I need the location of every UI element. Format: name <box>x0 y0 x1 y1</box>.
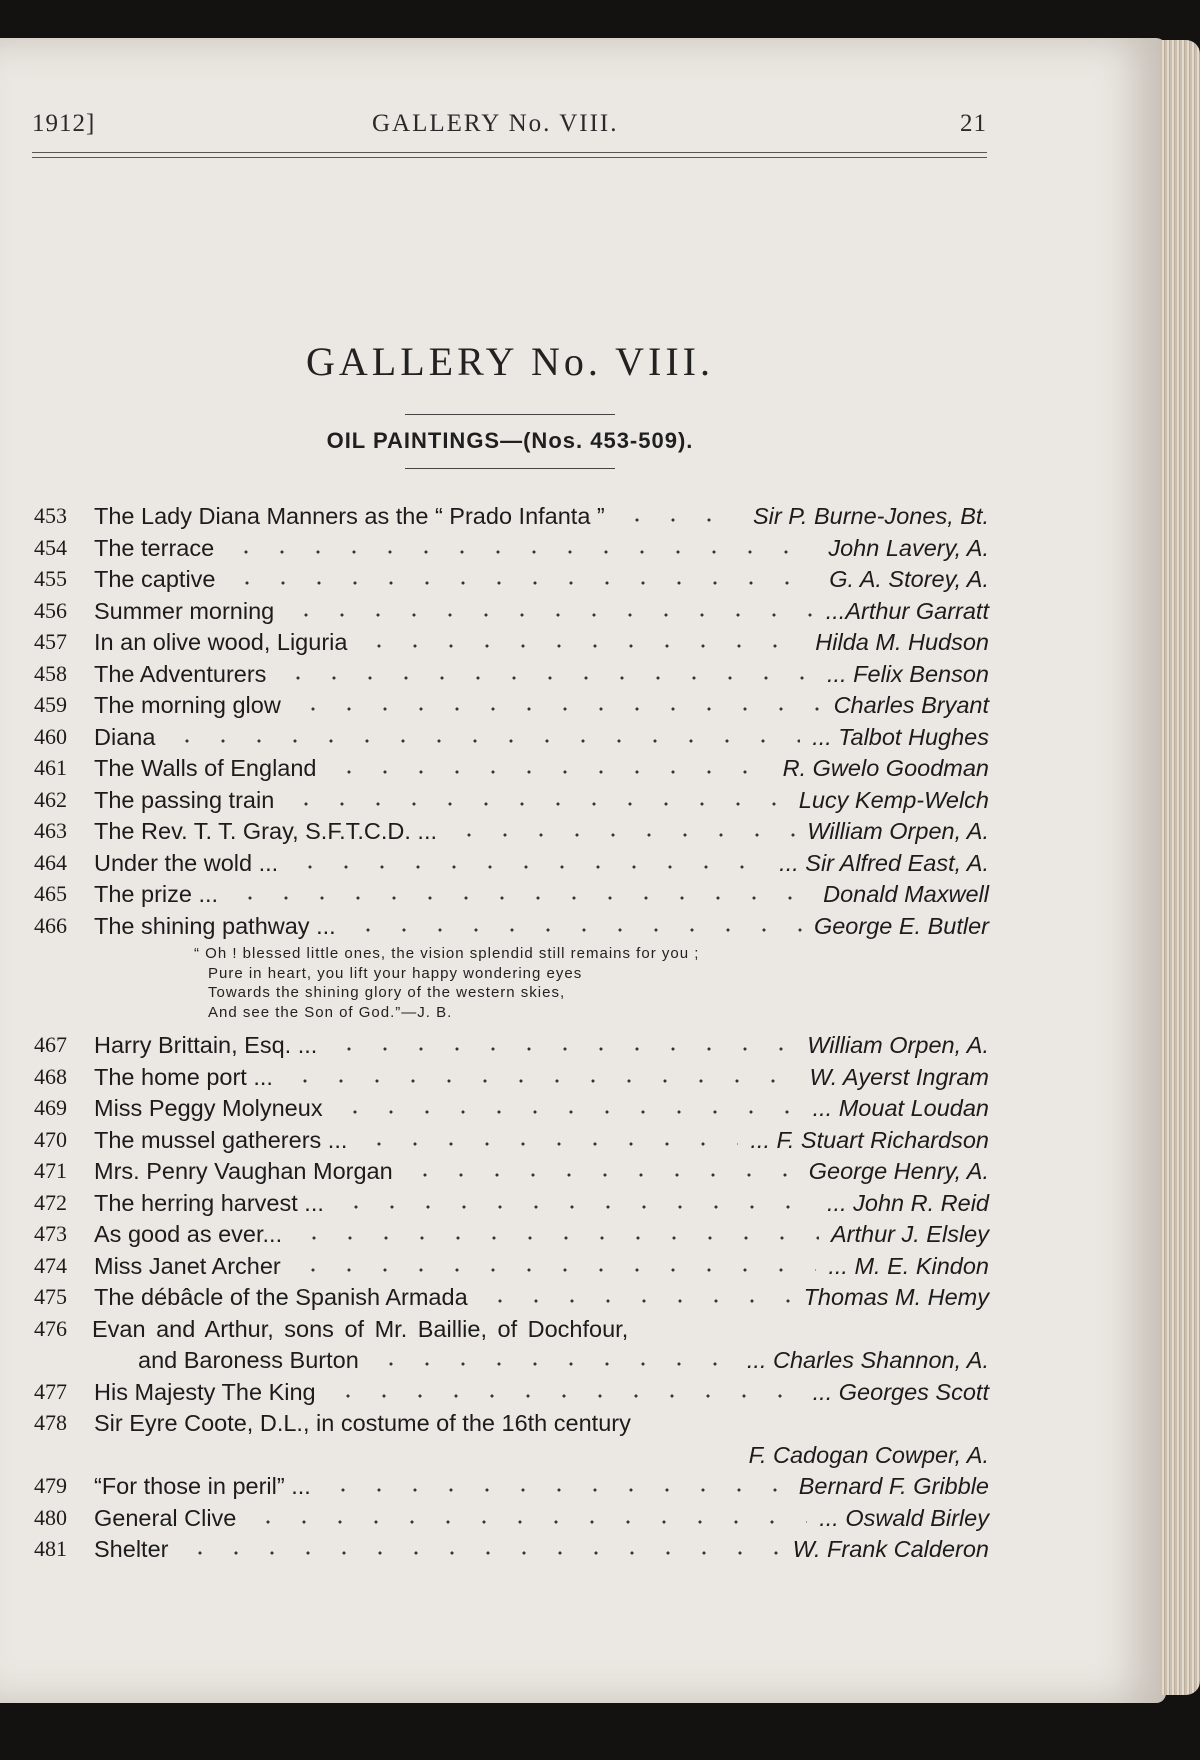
entry-title: Miss Peggy Molyneux <box>94 1095 323 1121</box>
catalogue-entry <box>34 1032 989 1064</box>
entry-number: 464 <box>34 849 67 875</box>
entry-number: 481 <box>34 1536 67 1561</box>
dot-leader <box>287 1072 797 1086</box>
entry-title: The morning glow <box>94 692 281 718</box>
catalogue-entry <box>34 535 989 567</box>
entry-number: 467 <box>34 1032 67 1057</box>
dot-leader <box>295 1261 816 1275</box>
entry-number: 458 <box>34 660 67 686</box>
entry-number: 457 <box>34 629 67 654</box>
section-subtitle: OIL PAINTINGS—(Nos. 453-509). <box>326 428 694 453</box>
entry-artist: F. Cadogan Cowper, A. <box>748 1441 989 1468</box>
entry-artist: George Henry, A. <box>808 1158 989 1184</box>
dot-leader <box>228 543 816 557</box>
entry-number: 469 <box>34 1095 67 1120</box>
entry-number: 456 <box>34 597 67 623</box>
entry-title: The terrace <box>94 534 215 561</box>
verse-line: And see the Son of God.”—J. B. <box>208 1003 453 1021</box>
dot-leader <box>325 1481 787 1495</box>
divider <box>405 468 615 469</box>
entry-title: General Clive <box>94 1504 237 1531</box>
header-rule <box>32 152 987 153</box>
entry-number: 453 <box>34 503 67 528</box>
entry-artist: ... M. E. Kindon <box>828 1252 989 1279</box>
entry-artist: Donald Maxwell <box>823 881 989 907</box>
catalogue-entry <box>34 1253 989 1285</box>
dot-leader <box>619 511 741 525</box>
dot-leader <box>331 1040 795 1054</box>
dot-leader <box>232 889 811 903</box>
entry-title: Harry Brittain, Esq. ... <box>94 1032 318 1058</box>
header-rule <box>32 157 987 158</box>
dot-leader <box>330 1387 801 1401</box>
catalogue-entry <box>34 503 989 535</box>
catalogue-entry <box>34 566 989 598</box>
entry-artist: Charles Bryant <box>833 692 989 718</box>
catalogue-entry <box>34 1064 989 1096</box>
entry-artist: G. A. Storey, A. <box>829 566 989 592</box>
catalogue-entry <box>34 1505 989 1537</box>
entry-title: The captive <box>94 566 216 592</box>
catalogue-entry <box>34 1473 989 1505</box>
entry-title: The shining pathway ... <box>94 912 336 939</box>
entry-title: The mussel gatherers ... <box>94 1126 348 1153</box>
catalogue-entry <box>34 1190 989 1222</box>
entry-artist: ...Arthur Garratt <box>825 597 989 624</box>
entry-title: Sir Eyre Coote, D.L., in costume of the 16th century <box>94 1410 631 1436</box>
entry-title: The Rev. T. T. Gray, S.F.T.C.D. ... <box>94 818 438 844</box>
entry-number: 480 <box>34 1504 67 1530</box>
entry-title: Shelter <box>94 1536 169 1562</box>
entry-title: As good as ever... <box>94 1221 283 1247</box>
dot-leader <box>338 1198 815 1212</box>
entry-artist: ... Mouat Loudan <box>812 1095 989 1121</box>
entry-number: 455 <box>34 566 67 591</box>
entry-number: 466 <box>34 912 67 938</box>
catalogue-entry <box>34 1536 989 1568</box>
dot-leader <box>182 1544 781 1558</box>
dot-leader <box>250 1513 807 1527</box>
entry-artist: ... Felix Benson <box>827 660 989 687</box>
page-number: 21 <box>960 110 987 137</box>
entry-number: 473 <box>34 1221 67 1246</box>
page-title: GALLERY No. VIII. <box>306 339 714 384</box>
dot-leader <box>295 700 822 714</box>
catalogue-entry <box>34 1127 989 1159</box>
entry-artist: W. Frank Calderon <box>792 1536 989 1562</box>
entry-number: 468 <box>34 1063 67 1089</box>
entry-artist: Arthur J. Elsley <box>830 1221 989 1247</box>
dot-leader <box>361 1135 738 1149</box>
dot-leader <box>169 732 800 746</box>
catalogue-entry-continued <box>34 1347 989 1379</box>
verse-line: “ Oh ! blessed little ones, the vision splendid still remains for you ; <box>194 945 700 962</box>
entry-artist: Hilda M. Hudson <box>815 629 989 655</box>
catalogue-entry <box>34 1158 989 1190</box>
entry-artist: Bernard F. Gribble <box>798 1473 989 1499</box>
entry-artist: George E. Butler <box>813 912 989 939</box>
entry-artist: W. Ayerst Ingram <box>809 1063 989 1090</box>
entry-title: The passing train <box>94 786 275 813</box>
entry-artist: ... Oswald Birley <box>819 1504 989 1531</box>
entry-number: 463 <box>34 818 67 843</box>
dot-leader <box>361 637 803 651</box>
entry-title: Miss Janet Archer <box>94 1252 281 1279</box>
entry-number: 475 <box>34 1284 67 1309</box>
dot-leader <box>337 1103 801 1117</box>
entry-number: 470 <box>34 1126 67 1152</box>
entry-artist: William Orpen, A. <box>807 818 989 844</box>
catalogue-entry-continued <box>34 1442 989 1474</box>
dot-leader <box>296 1229 819 1243</box>
entry-number: 476 <box>34 1315 67 1341</box>
entry-artist: Thomas M. Hemy <box>803 1284 989 1310</box>
catalogue-entry <box>34 1379 989 1411</box>
catalogue-entry <box>34 692 989 724</box>
dot-leader <box>331 763 771 777</box>
dot-leader <box>407 1166 797 1180</box>
entry-number: 478 <box>34 1410 67 1435</box>
entry-artist: ... Sir Alfred East, A. <box>779 849 989 876</box>
entry-number: 472 <box>34 1189 67 1215</box>
entry-title: The home port ... <box>94 1063 273 1090</box>
catalogue-entry <box>34 1221 989 1253</box>
dot-leader <box>482 1292 792 1306</box>
dot-leader <box>451 826 795 840</box>
catalogue-entry <box>34 881 989 913</box>
entry-artist: ... F. Stuart Richardson <box>750 1126 989 1153</box>
entry-number: 461 <box>34 755 67 780</box>
catalogue-list <box>34 503 989 1568</box>
entry-title: The débâcle of the Spanish Armada <box>94 1284 468 1310</box>
entry-title: His Majesty The King <box>94 1378 316 1405</box>
catalogue-entry <box>34 1316 989 1348</box>
catalogue-entry <box>34 724 989 756</box>
catalogue-entry <box>34 661 989 693</box>
entry-title: Under the wold ... <box>94 849 279 876</box>
verse-line: Towards the shining glory of the western skies, <box>208 984 566 1001</box>
verse-line: Pure in heart, you lift your happy wondering eyes <box>208 964 583 982</box>
entry-title: Diana <box>94 723 156 750</box>
catalogue-entry <box>34 598 989 630</box>
dot-leader <box>280 669 815 683</box>
header-year: 1912] <box>32 110 96 137</box>
dot-leader <box>373 1355 735 1369</box>
catalogue-entry <box>34 1095 989 1127</box>
entry-artist: William Orpen, A. <box>807 1032 989 1058</box>
entry-artist: Lucy Kemp-Welch <box>798 786 989 813</box>
dot-leader <box>288 795 787 809</box>
entry-artist: John Lavery, A. <box>828 534 989 561</box>
verse-quote <box>194 944 989 1032</box>
entry-title: The Lady Diana Manners as the “ Prado Infanta ” <box>94 503 605 529</box>
catalogue-entry <box>34 787 989 819</box>
entry-title: The prize ... <box>94 881 219 907</box>
entry-artist: ... Charles Shannon, A. <box>746 1347 989 1373</box>
header-title: GALLERY No. VIII. <box>372 110 619 137</box>
entry-number: 459 <box>34 692 67 717</box>
entry-artist: R. Gwelo Goodman <box>782 755 989 781</box>
entry-title: The Walls of England <box>94 755 317 781</box>
catalogue-entry <box>34 755 989 787</box>
running-header <box>32 110 987 150</box>
entry-number: 460 <box>34 723 67 749</box>
catalogue-entry <box>34 913 989 945</box>
catalogue-entry <box>34 1284 989 1316</box>
catalogue-entry <box>34 850 989 882</box>
entry-number: 465 <box>34 881 67 906</box>
dot-leader <box>292 858 767 872</box>
entry-artist: ... Georges Scott <box>812 1378 989 1405</box>
entry-number: 479 <box>34 1473 67 1498</box>
entry-title: Evan and Arthur, sons of Mr. Baillie, of Dochfour, <box>92 1315 629 1342</box>
page-edges <box>1160 40 1200 1695</box>
dot-leader <box>288 606 814 620</box>
entry-artist: ... John R. Reid <box>827 1189 989 1216</box>
entry-number: 462 <box>34 786 67 812</box>
dot-leader <box>350 921 802 935</box>
entry-title: The herring harvest ... <box>94 1189 324 1216</box>
entry-number: 474 <box>34 1252 67 1278</box>
catalogue-entry <box>34 818 989 850</box>
entry-number: 471 <box>34 1158 67 1183</box>
entry-title: “For those in peril” ... <box>94 1473 311 1499</box>
dot-leader <box>229 574 817 588</box>
entry-title: Summer morning <box>94 597 275 624</box>
entry-number: 454 <box>34 534 67 560</box>
entry-artist: Sir P. Burne-Jones, Bt. <box>753 503 989 529</box>
entry-title: The Adventurers <box>94 660 267 687</box>
entry-title: Mrs. Penry Vaughan Morgan <box>94 1158 393 1184</box>
entry-title: In an olive wood, Liguria <box>94 629 348 655</box>
catalogue-entry <box>34 629 989 661</box>
catalogue-entry <box>34 1410 989 1442</box>
entry-number: 477 <box>34 1378 67 1404</box>
entry-artist: ... Talbot Hughes <box>812 723 989 750</box>
divider <box>405 414 615 415</box>
entry-title: and Baroness Burton <box>138 1347 359 1373</box>
